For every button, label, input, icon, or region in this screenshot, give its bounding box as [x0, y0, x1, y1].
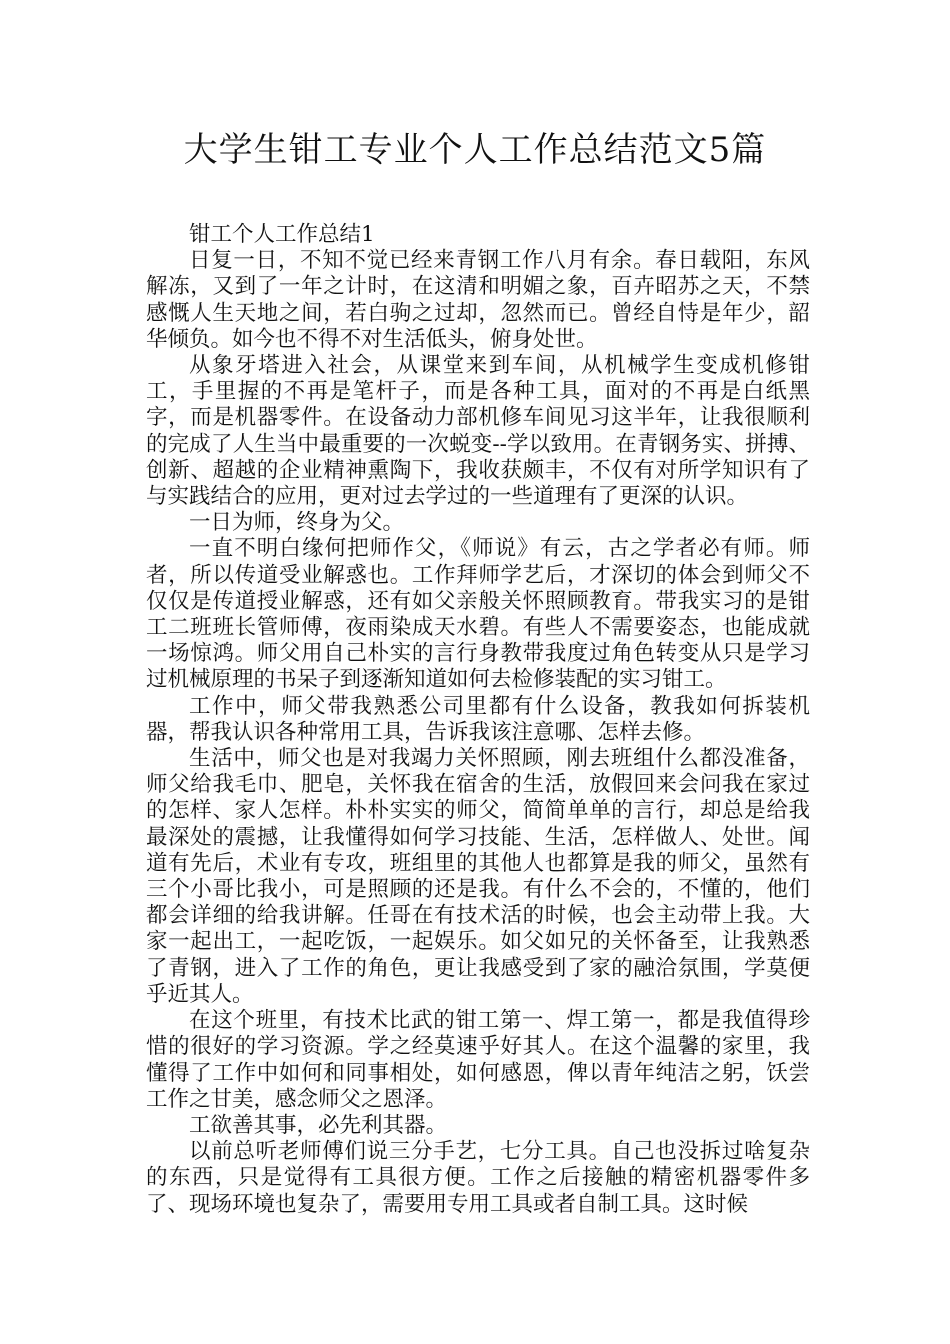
paragraph: 以前总听老师傅们说三分手艺，七分工具。自己也没拆过啥复杂的东西，只是觉得有工具很方便。工作之后接触的精密机器零件多了、现场环境也复杂了，需要用专用工具或者自制工具。这时候: [146, 1139, 810, 1217]
document-title: 大学生钳工专业个人工作总结范文5篇: [183, 130, 767, 170]
paragraph: 一直不明白缘何把师作父，《师说》有云，古之学者必有师。师者，所以传道受业解惑也。工作拜师学艺后，才深切的体会到师父不仅仅是传道授业解惑，还有如父亲般关怀照顾教育。带我实习的是钳工二班班长管师傅，夜雨染成天水碧。有些人不需要姿态，也能成就一场惊鸿。师父用自己朴实的言行身教带我度过角色转变从只是学习过机械原理的书呆子到逐渐知道如何去检修装配的实习钳工。: [146, 536, 810, 693]
paragraph: 从象牙塔进入社会，从课堂来到车间，从机械学生变成机修钳工，手里握的不再是笔杆子，而是各种工具，面对的不再是白纸黑字，而是机器零件。在设备动力部机修车间见习这半年，让我很顺利的完成了人生当中最重要的一次蜕变--学以致用。在青钢务实、拼搏、创新、超越的企业精神熏陶下，我收获颇丰，不仅有对所学知识有了与实践结合的应用，更对过去学过的一些道理有了更深的认识。: [146, 353, 810, 510]
paragraph: 在这个班里，有技术比武的钳工第一、焊工第一，都是我值得珍惜的很好的学习资源。学之经莫速乎好其人。在这个温馨的家里，我懂得了工作中如何和同事相处，如何感恩，俾以青年纯洁之躬，饫尝工作之甘美，感念师父之恩泽。: [146, 1008, 810, 1112]
paragraph: 生活中，师父也是对我竭力关怀照顾，刚去班组什么都没准备，师父给我毛巾、肥皂，关怀我在宿舍的生活，放假回来会问我在家过的怎样、家人怎样。朴朴实实的师父，简简单单的言行，却总是给我最深处的震撼，让我懂得如何学习技能、生活，怎样做人、处世。闻道有先后，术业有专攻，班组里的其他人也都算是我的师父，虽然有三个小哥比我小，可是照顾的还是我。有什么不会的，不懂的，他们都会详细的给我讲解。任哥在有技术活的时候，也会主动带上我。大家一起出工，一起吃饭，一起娱乐。如父如兄的关怀备至，让我熟悉了青钢，进入了工作的角色，更让我感受到了家的融洽氛围，学莫便乎近其人。: [146, 746, 810, 1007]
section-heading: 钳工个人工作总结1: [189, 222, 375, 247]
paragraph: 工作中，师父带我熟悉公司里都有什么设备，教我如何拆装机器，帮我认识各种常用工具，告诉我该注意哪、怎样去修。: [146, 693, 810, 745]
paragraph: 一日为师，终身为父。: [189, 510, 405, 536]
document-body: [146, 222, 810, 1218]
paragraph: 工欲善其事，必先利其器。: [189, 1112, 448, 1138]
paragraph: 日复一日，不知不觉已经来青钢工作八月有余。春日载阳，东风解冻，又到了一年之计时，在这清和明媚之象，百卉昭苏之天，不禁感慨人生天地之间，若白驹之过却，忽然而已。曾经自恃是年少，韶华倾负。如今也不得不对生活低头，俯身处世。: [146, 248, 810, 352]
